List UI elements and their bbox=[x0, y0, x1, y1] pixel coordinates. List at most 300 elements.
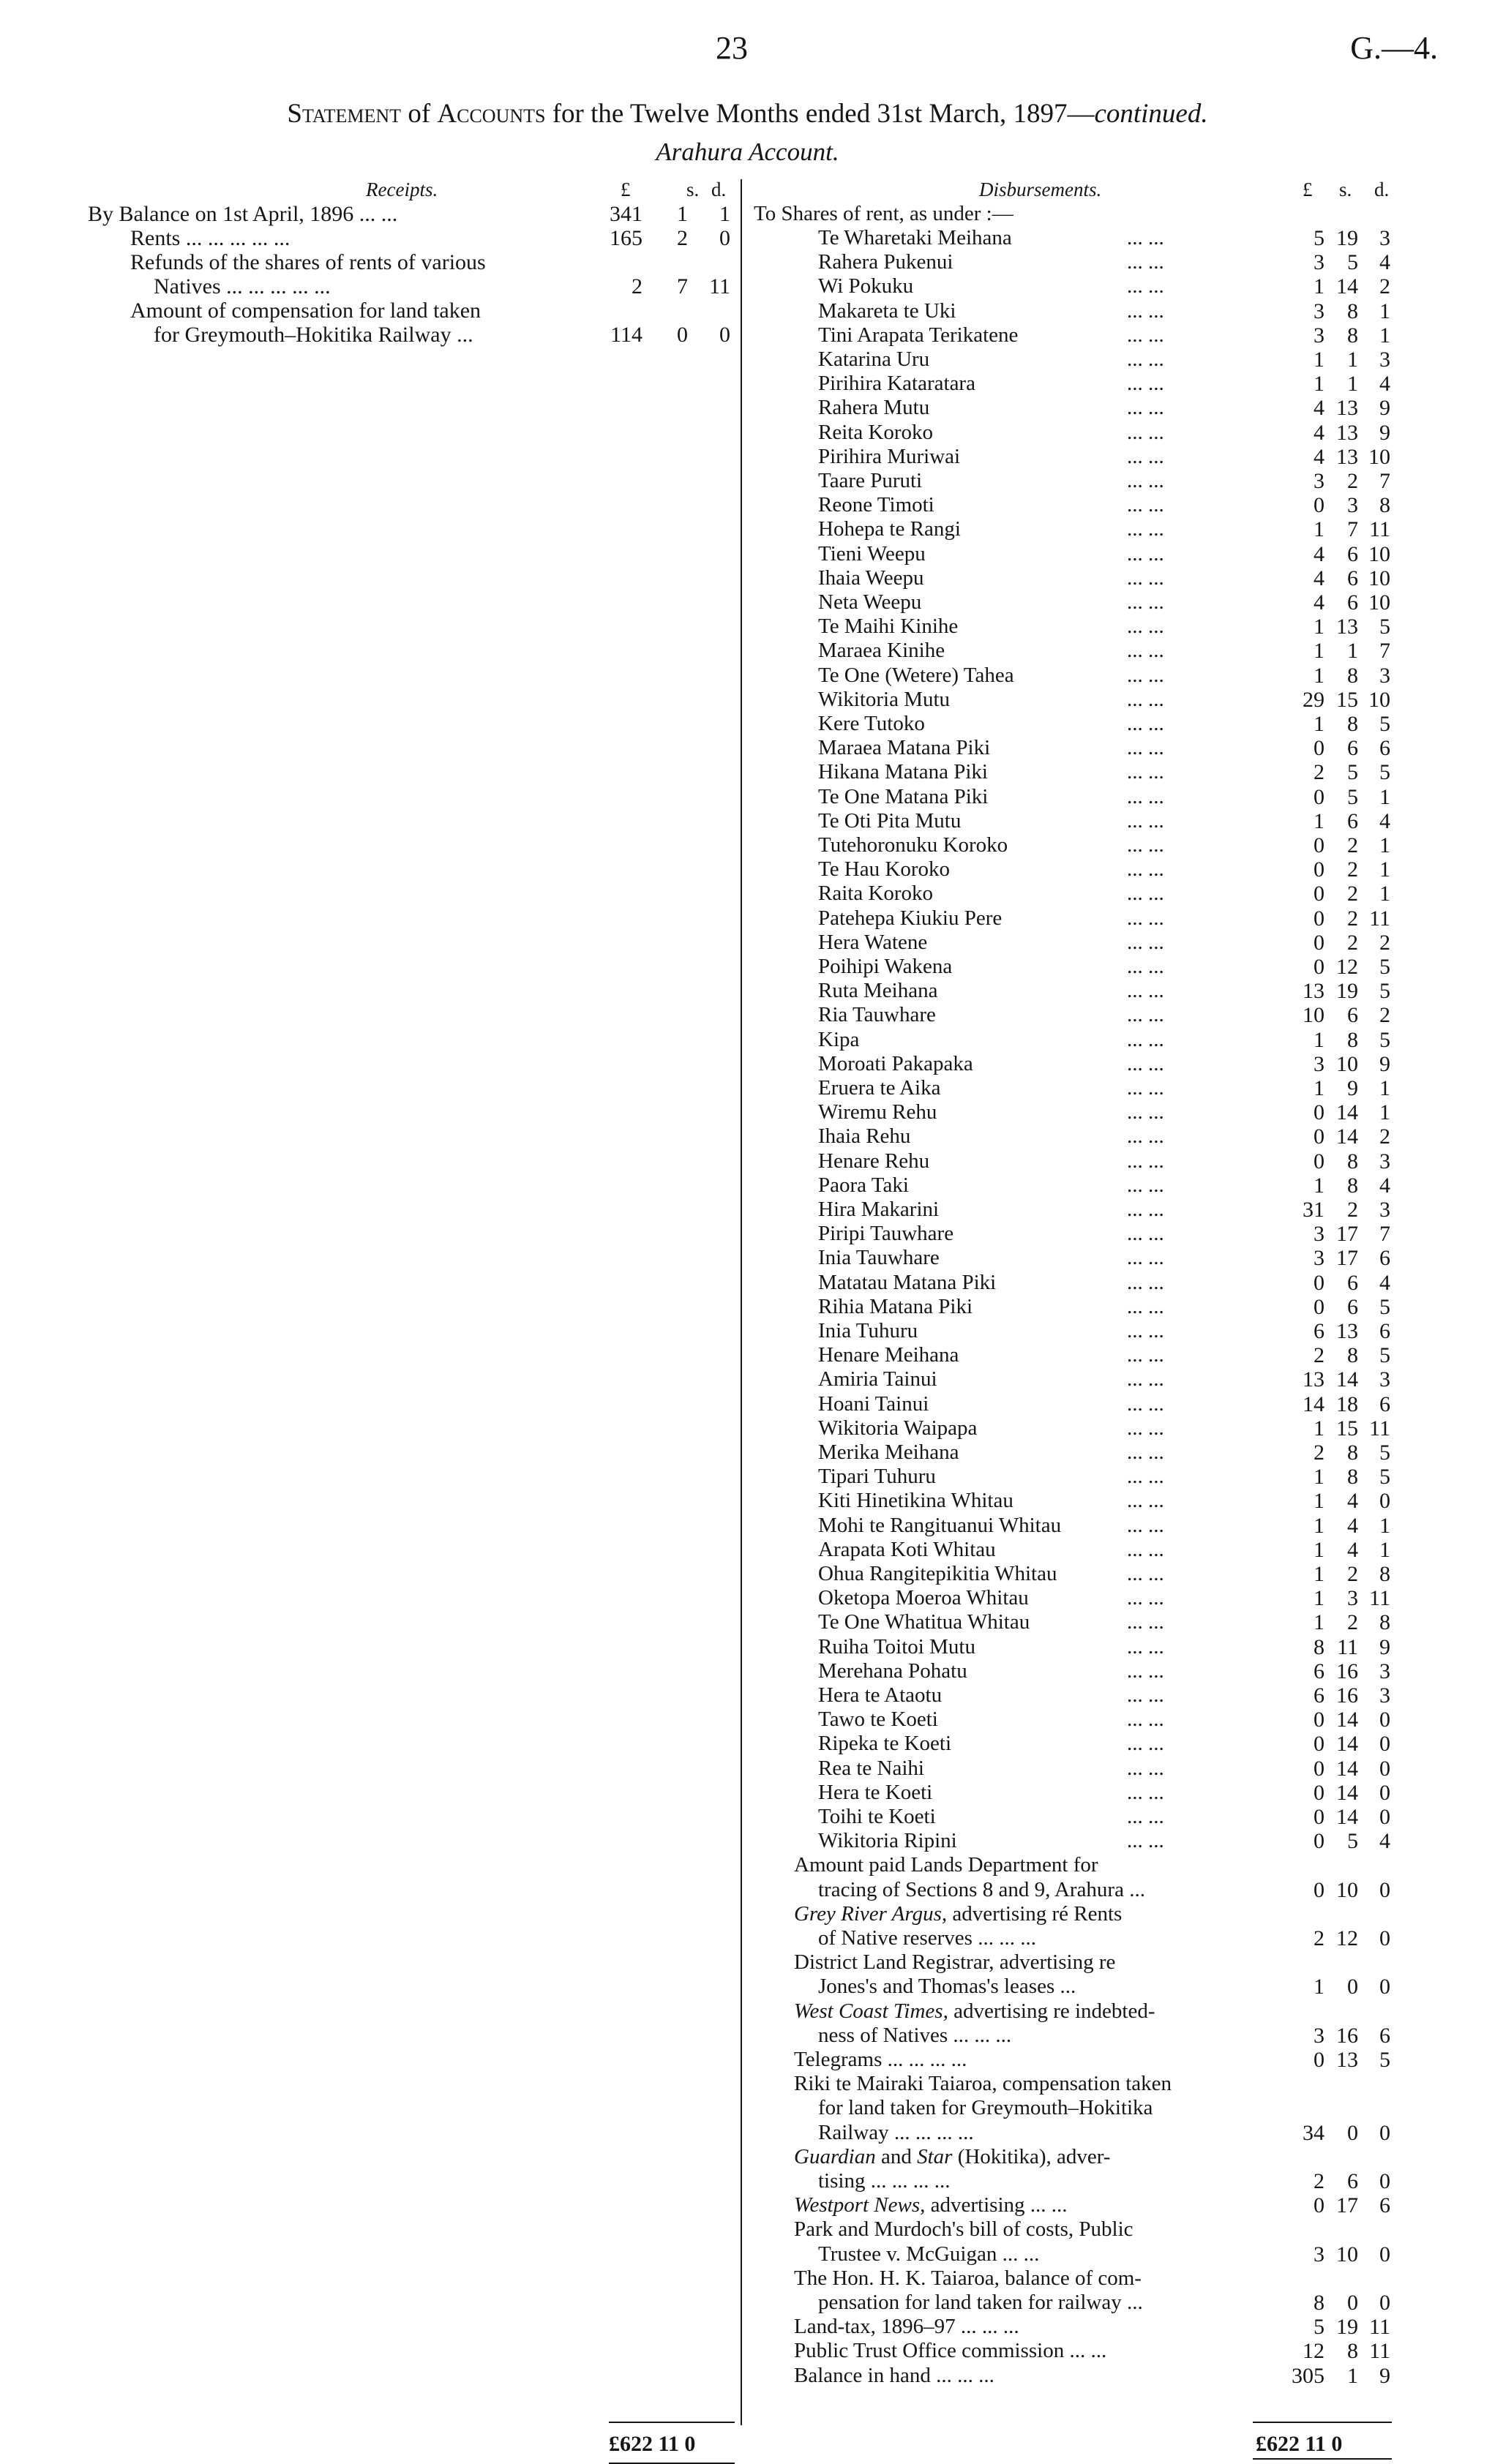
disbursement-amount-pounds: 1 bbox=[1314, 1465, 1324, 1489]
share-recipient-name: Te One Matana Piki bbox=[818, 785, 989, 808]
leader-dots: ... ... bbox=[1127, 1149, 1164, 1173]
disbursement-amount-shillings: 18 bbox=[1336, 1392, 1358, 1416]
leader-dots: ... ... bbox=[1127, 1514, 1164, 1537]
disbursement-amount-pence: 1 bbox=[1379, 299, 1390, 323]
share-recipient-name: Eruera te Aika bbox=[818, 1076, 941, 1100]
disbursement-amount-pence: 7 bbox=[1379, 639, 1390, 663]
leader-dots: ... ... bbox=[1127, 1635, 1164, 1659]
disbursement-amount-pounds: 5 bbox=[1314, 2315, 1324, 2339]
leader-dots: ... ... bbox=[1127, 1805, 1164, 1828]
disbursement-amount-shillings: 2 bbox=[1347, 931, 1358, 955]
disbursement-amount-pence: 1 bbox=[1379, 1538, 1390, 1562]
disbursement-amount-pounds: 2 bbox=[1314, 760, 1324, 784]
disbursement-amount-pence: 0 bbox=[1379, 1926, 1390, 1950]
disbursement-amount-shillings: 8 bbox=[1347, 323, 1358, 348]
receipt-amount-pence: 0 bbox=[719, 323, 730, 347]
disbursement-amount-shillings: 5 bbox=[1347, 760, 1358, 784]
share-recipient-name: Hoani Tainui bbox=[818, 1392, 929, 1416]
disbursement-amount-shillings: 10 bbox=[1336, 1052, 1358, 1076]
leader-dots: ... ... bbox=[1127, 615, 1164, 638]
disbursement-amount-pounds: 0 bbox=[1314, 736, 1324, 760]
disbursement-amount-pounds: 3 bbox=[1314, 469, 1324, 493]
disbursement-amount-shillings: 2 bbox=[1347, 906, 1358, 931]
disbursement-amount-pounds: 0 bbox=[1314, 955, 1324, 979]
disbursement-amount-pence: 1 bbox=[1379, 323, 1390, 348]
share-recipient-name: Reita Koroko bbox=[818, 421, 934, 444]
disbursement-amount-pence: 7 bbox=[1379, 1222, 1390, 1246]
leader-dots: ... ... bbox=[1127, 979, 1164, 1002]
disbursement-item-line: Amount paid Lands Department for bbox=[794, 1853, 1098, 1877]
share-recipient-name: Ruiha Toitoi Mutu bbox=[818, 1635, 975, 1659]
leader-dots: ... ... bbox=[1127, 1659, 1164, 1683]
disbursement-amount-pence: 10 bbox=[1368, 542, 1390, 566]
disbursement-amount-pounds: 1 bbox=[1314, 1538, 1324, 1562]
disbursement-amount-pence: 2 bbox=[1379, 1003, 1390, 1027]
receipt-amount-pounds: 114 bbox=[610, 323, 642, 347]
disbursement-amount-pounds: 12 bbox=[1303, 2339, 1324, 2363]
share-recipient-name: Raita Koroko bbox=[818, 882, 934, 905]
disbursement-item-line: Riki te Mairaki Taiaroa, compensation taken bbox=[794, 2072, 1172, 2095]
disbursement-amount-pence: 0 bbox=[1379, 1708, 1390, 1732]
leader-dots: ... ... bbox=[1127, 348, 1164, 371]
disbursement-amount-pence: 5 bbox=[1379, 955, 1390, 979]
share-recipient-name: Hira Makarini bbox=[818, 1198, 940, 1221]
disbursement-amount-pounds: 8 bbox=[1314, 2291, 1324, 2315]
disbursement-amount-pounds: 4 bbox=[1314, 421, 1324, 445]
disbursement-amount-pounds: 0 bbox=[1314, 1100, 1324, 1124]
disbursement-amount-shillings: 6 bbox=[1347, 566, 1358, 590]
share-recipient-name: Ria Tauwhare bbox=[818, 1003, 936, 1026]
disbursement-amount-pence: 3 bbox=[1379, 1149, 1390, 1173]
disbursement-amount-pence: 11 bbox=[1369, 1586, 1390, 1610]
disbursement-amount-pounds: 1 bbox=[1314, 1028, 1324, 1052]
disbursement-amount-pence: 5 bbox=[1379, 712, 1390, 736]
leader-dots: ... ... bbox=[1127, 445, 1164, 468]
disbursement-amount-shillings: 8 bbox=[1347, 664, 1358, 688]
share-recipient-name: Wi Pokuku bbox=[818, 274, 914, 298]
share-recipient-name: Te One (Wetere) Tahea bbox=[818, 664, 1014, 687]
share-recipient-name: Katarina Uru bbox=[818, 348, 930, 371]
disbursement-amount-pence: 0 bbox=[1379, 2291, 1390, 2315]
disbursement-amount-shillings: 14 bbox=[1336, 1124, 1358, 1149]
disbursement-item-line: Land-tax, 1896–97 ... ... ... bbox=[794, 2315, 1019, 2338]
disbursement-item-continuation: Railway ... ... ... ... bbox=[818, 2121, 974, 2144]
disbursement-amount-pounds: 1 bbox=[1314, 712, 1324, 736]
disbursement-amount-shillings: 8 bbox=[1347, 1465, 1358, 1489]
disbursement-amount-shillings: 1 bbox=[1347, 639, 1358, 663]
disbursement-item-line: The Hon. H. K. Taiaroa, balance of com- bbox=[794, 2266, 1142, 2290]
receipt-amount-pence: 0 bbox=[719, 226, 730, 250]
leader-dots: ... ... bbox=[1127, 1124, 1164, 1148]
share-recipient-name: Henare Meihana bbox=[818, 1343, 959, 1367]
disbursement-amount-pounds: 3 bbox=[1314, 1246, 1324, 1270]
disbursement-amount-shillings: 3 bbox=[1347, 1586, 1358, 1610]
leader-dots: ... ... bbox=[1127, 639, 1164, 662]
disbursement-amount-shillings: 4 bbox=[1347, 1489, 1358, 1513]
disbursement-amount-pounds: 3 bbox=[1314, 323, 1324, 348]
disbursement-amount-pounds: 0 bbox=[1314, 785, 1324, 809]
disbursement-item-continuation: of Native reserves ... ... ... bbox=[818, 1926, 1036, 1950]
leader-dots: ... ... bbox=[1127, 1052, 1164, 1075]
disbursement-amount-pence: 4 bbox=[1379, 372, 1390, 396]
leader-dots: ... ... bbox=[1127, 1271, 1164, 1294]
share-recipient-name: Ruta Meihana bbox=[818, 979, 938, 1002]
share-recipient-name: Hera Watene bbox=[818, 931, 928, 954]
share-recipient-name: Neta Weepu bbox=[818, 590, 922, 614]
disbursement-amount-pence: 5 bbox=[1379, 1295, 1390, 1319]
share-recipient-name: Reone Timoti bbox=[818, 493, 934, 517]
disbursement-amount-shillings: 0 bbox=[1347, 2121, 1358, 2145]
disbursement-amount-pence: 8 bbox=[1379, 1610, 1390, 1634]
leader-dots: ... ... bbox=[1127, 1610, 1164, 1634]
disbursement-amount-pounds: 305 bbox=[1292, 2364, 1324, 2388]
disbursement-amount-pounds: 1 bbox=[1314, 1975, 1324, 1999]
disbursement-amount-pence: 8 bbox=[1379, 493, 1390, 517]
leader-dots: ... ... bbox=[1127, 1100, 1164, 1124]
receipts-currency-pence: d. bbox=[711, 179, 727, 200]
disbursement-amount-shillings: 9 bbox=[1347, 1076, 1358, 1100]
leader-dots: ... ... bbox=[1127, 1076, 1164, 1100]
disbursement-amount-pounds: 4 bbox=[1314, 590, 1324, 615]
disbursement-amount-pence: 11 bbox=[1369, 2315, 1390, 2339]
leader-dots: ... ... bbox=[1127, 931, 1164, 954]
leader-dots: ... ... bbox=[1127, 664, 1164, 687]
disbursement-amount-shillings: 6 bbox=[1347, 1003, 1358, 1027]
receipt-line-text: Rents ... ... ... ... ... bbox=[130, 226, 291, 250]
disbursement-item-line: West Coast Times, advertising re indebted- bbox=[794, 1999, 1155, 2023]
share-recipient-name: Te Maihi Kinihe bbox=[818, 615, 959, 638]
leader-dots: ... ... bbox=[1127, 1246, 1164, 1269]
disbursement-amount-pounds: 10 bbox=[1303, 1003, 1324, 1027]
disbursement-amount-pence: 2 bbox=[1379, 931, 1390, 955]
disbursement-amount-pence: 3 bbox=[1379, 1198, 1390, 1222]
receipts-heading: Receipts. bbox=[366, 179, 438, 200]
disbursement-amount-shillings: 14 bbox=[1336, 1367, 1358, 1391]
disbursement-amount-pence: 3 bbox=[1379, 664, 1390, 688]
leader-dots: ... ... bbox=[1127, 323, 1164, 347]
share-recipient-name: Arapata Koti Whitau bbox=[818, 1538, 996, 1561]
disbursement-amount-pounds: 4 bbox=[1314, 396, 1324, 420]
receipt-amount-pounds: 165 bbox=[610, 226, 642, 250]
disbursement-amount-shillings: 2 bbox=[1347, 833, 1358, 857]
share-recipient-name: Tini Arapata Terikatene bbox=[818, 323, 1019, 347]
receipts-currency-shilling: s. bbox=[686, 179, 700, 200]
disbursement-amount-pounds: 0 bbox=[1314, 2193, 1324, 2217]
share-recipient-name: Merika Meihana bbox=[818, 1441, 959, 1464]
disbursement-amount-shillings: 10 bbox=[1336, 2242, 1358, 2266]
disbursement-amount-pounds: 1 bbox=[1314, 348, 1324, 372]
disbursement-amount-shillings: 6 bbox=[1347, 590, 1358, 615]
disbursement-amount-shillings: 19 bbox=[1336, 226, 1358, 250]
disbursements-currency-shilling: s. bbox=[1339, 179, 1352, 200]
share-recipient-name: Maraea Matana Piki bbox=[818, 736, 991, 759]
disbursement-amount-pounds: 1 bbox=[1314, 1076, 1324, 1100]
disbursement-item-continuation: for land taken for Greymouth–Hokitika bbox=[818, 2096, 1153, 2119]
disbursement-amount-pence: 1 bbox=[1379, 1100, 1390, 1124]
disbursement-amount-pence: 0 bbox=[1379, 1732, 1390, 1756]
disbursement-amount-pence: 0 bbox=[1379, 1757, 1390, 1781]
disbursement-amount-pence: 9 bbox=[1379, 396, 1390, 420]
share-recipient-name: Ohua Rangitepikitia Whitau bbox=[818, 1562, 1057, 1585]
disbursement-amount-pounds: 0 bbox=[1314, 882, 1324, 906]
share-recipient-name: Ihaia Rehu bbox=[818, 1124, 911, 1148]
leader-dots: ... ... bbox=[1127, 955, 1164, 978]
disbursement-amount-shillings: 8 bbox=[1347, 2339, 1358, 2363]
share-recipient-name: Ripeka te Koeti bbox=[818, 1732, 952, 1755]
receipt-amount-pounds: 341 bbox=[610, 202, 642, 226]
disbursement-amount-pence: 1 bbox=[1379, 785, 1390, 809]
leader-dots: ... ... bbox=[1127, 1781, 1164, 1804]
share-recipient-name: Hera te Ataotu bbox=[818, 1683, 943, 1707]
disbursement-amount-shillings: 0 bbox=[1347, 2291, 1358, 2315]
disbursement-amount-pounds: 31 bbox=[1303, 1198, 1324, 1222]
disbursement-amount-pence: 1 bbox=[1379, 1514, 1390, 1538]
disbursement-amount-pence: 4 bbox=[1379, 1829, 1390, 1853]
share-recipient-name: Piripi Tauwhare bbox=[818, 1222, 954, 1245]
leader-dots: ... ... bbox=[1127, 250, 1164, 274]
leader-dots: ... ... bbox=[1127, 1416, 1164, 1440]
disbursement-amount-shillings: 14 bbox=[1336, 1781, 1358, 1805]
receipt-amount-shillings: 1 bbox=[677, 202, 688, 226]
leader-dots: ... ... bbox=[1127, 1562, 1164, 1585]
disbursement-item-line: Park and Murdoch's bill of costs, Public bbox=[794, 2217, 1134, 2241]
disbursement-amount-pence: 6 bbox=[1379, 1392, 1390, 1416]
leader-dots: ... ... bbox=[1127, 736, 1164, 759]
disbursement-amount-pence: 0 bbox=[1379, 2169, 1390, 2193]
disbursement-amount-pounds: 2 bbox=[1314, 1441, 1324, 1465]
leader-dots: ... ... bbox=[1127, 542, 1164, 566]
share-recipient-name: Te Hau Koroko bbox=[818, 857, 950, 881]
share-recipient-name: Henare Rehu bbox=[818, 1149, 930, 1173]
disbursement-amount-pounds: 0 bbox=[1314, 1805, 1324, 1829]
disbursement-amount-pounds: 1 bbox=[1314, 274, 1324, 298]
share-recipient-name: Inia Tauwhare bbox=[818, 1246, 940, 1269]
disbursement-amount-shillings: 6 bbox=[1347, 736, 1358, 760]
share-recipient-name: Wikitoria Ripini bbox=[818, 1829, 957, 1852]
disbursement-amount-shillings: 13 bbox=[1336, 1319, 1358, 1343]
disbursement-amount-pence: 0 bbox=[1379, 1489, 1390, 1513]
disbursement-amount-pence: 9 bbox=[1379, 1052, 1390, 1076]
disbursement-amount-shillings: 13 bbox=[1336, 445, 1358, 469]
disbursement-amount-pence: 8 bbox=[1379, 1562, 1390, 1586]
disbursement-amount-pounds: 2 bbox=[1314, 2169, 1324, 2193]
disbursement-amount-pence: 6 bbox=[1379, 2193, 1390, 2217]
share-recipient-name: Hohepa te Rangi bbox=[818, 517, 961, 541]
share-recipient-name: Paora Taki bbox=[818, 1173, 909, 1197]
disbursement-amount-pence: 5 bbox=[1379, 1343, 1390, 1367]
leader-dots: ... ... bbox=[1127, 1489, 1164, 1512]
disbursement-item-line: District Land Registrar, advertising re bbox=[794, 1950, 1116, 1974]
disbursement-amount-pence: 4 bbox=[1379, 1173, 1390, 1198]
share-recipient-name: Tipari Tuhuru bbox=[818, 1465, 936, 1488]
disbursement-amount-pounds: 0 bbox=[1314, 1295, 1324, 1319]
disbursement-item-line: Westport News, advertising ... ... bbox=[794, 2193, 1068, 2217]
disbursement-amount-shillings: 11 bbox=[1337, 1635, 1358, 1659]
share-recipient-name: Tawo te Koeti bbox=[818, 1708, 938, 1731]
share-recipient-name: Mohi te Rangituanui Whitau bbox=[818, 1514, 1062, 1537]
share-recipient-name: Patehepa Kiukiu Pere bbox=[818, 906, 1003, 930]
leader-dots: ... ... bbox=[1127, 1465, 1164, 1488]
disbursement-item-line: Grey River Argus, advertising ré Rents bbox=[794, 1902, 1123, 1926]
share-recipient-name: Moroati Pakapaka bbox=[818, 1052, 973, 1075]
disbursement-amount-pounds: 0 bbox=[1314, 906, 1324, 931]
disbursement-amount-shillings: 4 bbox=[1347, 1514, 1358, 1538]
disbursement-amount-shillings: 16 bbox=[1336, 1683, 1358, 1708]
leader-dots: ... ... bbox=[1127, 1708, 1164, 1731]
disbursement-amount-pounds: 1 bbox=[1314, 1489, 1324, 1513]
disbursement-amount-shillings: 16 bbox=[1336, 1659, 1358, 1683]
receipt-line-text: Refunds of the shares of rents of various bbox=[130, 250, 486, 274]
disbursement-amount-pence: 10 bbox=[1368, 590, 1390, 615]
share-recipient-name: Pirihira Muriwai bbox=[818, 445, 961, 468]
disbursement-amount-shillings: 4 bbox=[1347, 1538, 1358, 1562]
leader-dots: ... ... bbox=[1127, 833, 1164, 857]
leader-dots: ... ... bbox=[1127, 299, 1164, 323]
disbursement-amount-pounds: 1 bbox=[1314, 1514, 1324, 1538]
disbursement-item-continuation: pensation for land taken for railway ... bbox=[818, 2291, 1143, 2314]
disbursement-amount-pounds: 14 bbox=[1303, 1392, 1324, 1416]
disbursement-amount-pounds: 3 bbox=[1314, 299, 1324, 323]
disbursement-amount-pounds: 13 bbox=[1303, 979, 1324, 1003]
disbursement-amount-pounds: 1 bbox=[1314, 639, 1324, 663]
disbursement-amount-pounds: 1 bbox=[1314, 1173, 1324, 1198]
disbursement-amount-pounds: 4 bbox=[1314, 566, 1324, 590]
leader-dots: ... ... bbox=[1127, 493, 1164, 517]
disbursement-amount-pounds: 0 bbox=[1314, 931, 1324, 955]
share-recipient-name: Rahera Pukenui bbox=[818, 250, 953, 274]
disbursement-amount-pence: 0 bbox=[1379, 2121, 1390, 2145]
leader-dots: ... ... bbox=[1127, 566, 1164, 590]
disbursement-amount-pence: 3 bbox=[1379, 348, 1390, 372]
receipts-currency-pound: £ bbox=[621, 179, 631, 200]
disbursement-amount-shillings: 2 bbox=[1347, 469, 1358, 493]
disbursement-amount-pounds: 29 bbox=[1303, 688, 1324, 712]
receipt-amount-pounds: 2 bbox=[632, 274, 642, 298]
disbursement-amount-pounds: 2 bbox=[1314, 1343, 1324, 1367]
receipts-total: £622 11 0 bbox=[609, 2432, 696, 2456]
disbursement-amount-pounds: 3 bbox=[1314, 2242, 1324, 2266]
disbursement-amount-shillings: 10 bbox=[1336, 1878, 1358, 1902]
receipt-amount-pence: 11 bbox=[709, 274, 730, 298]
leader-dots: ... ... bbox=[1127, 1683, 1164, 1707]
disbursement-amount-shillings: 14 bbox=[1336, 274, 1358, 298]
disbursement-amount-shillings: 1 bbox=[1347, 348, 1358, 372]
disbursement-amount-pence: 10 bbox=[1368, 566, 1390, 590]
share-recipient-name: Oketopa Moeroa Whitau bbox=[818, 1586, 1029, 1610]
disbursement-amount-shillings: 13 bbox=[1336, 2048, 1358, 2072]
disbursements-total-underline bbox=[1253, 2458, 1392, 2460]
disbursement-amount-shillings: 2 bbox=[1347, 1562, 1358, 1586]
disbursement-amount-pounds: 0 bbox=[1314, 1829, 1324, 1853]
disbursement-amount-shillings: 6 bbox=[1347, 1295, 1358, 1319]
disbursement-amount-pence: 5 bbox=[1379, 2048, 1390, 2072]
receipt-amount-shillings: 0 bbox=[677, 323, 688, 347]
disbursement-amount-shillings: 8 bbox=[1347, 712, 1358, 736]
leader-dots: ... ... bbox=[1127, 517, 1164, 541]
disbursement-amount-pence: 5 bbox=[1379, 1028, 1390, 1052]
disbursement-amount-shillings: 12 bbox=[1336, 1926, 1358, 1950]
share-recipient-name: Merehana Pohatu bbox=[818, 1659, 967, 1683]
disbursement-amount-shillings: 2 bbox=[1347, 857, 1358, 882]
disbursement-amount-shillings: 6 bbox=[1347, 2169, 1358, 2193]
disbursement-amount-pence: 3 bbox=[1379, 1659, 1390, 1683]
share-recipient-name: Wikitoria Mutu bbox=[818, 688, 951, 711]
share-recipient-name: Tutehoronuku Koroko bbox=[818, 833, 1008, 857]
disbursement-amount-shillings: 13 bbox=[1336, 421, 1358, 445]
disbursement-amount-pounds: 34 bbox=[1303, 2121, 1324, 2145]
disbursement-amount-pence: 9 bbox=[1379, 421, 1390, 445]
disbursement-amount-shillings: 17 bbox=[1336, 2193, 1358, 2217]
disbursement-amount-pounds: 4 bbox=[1314, 542, 1324, 566]
share-recipient-name: Pirihira Kataratara bbox=[818, 372, 975, 395]
statement-title: Statement of Accounts for the Twelve Months ended 31st March, 1897—continued. bbox=[287, 99, 1208, 129]
disbursement-amount-pounds: 0 bbox=[1314, 1878, 1324, 1902]
share-recipient-name: Kipa bbox=[818, 1028, 860, 1051]
disbursement-amount-pence: 9 bbox=[1379, 2364, 1390, 2388]
share-recipient-name: Poihipi Wakena bbox=[818, 955, 953, 978]
disbursement-amount-pounds: 2 bbox=[1314, 1926, 1324, 1950]
disbursement-amount-pounds: 0 bbox=[1314, 1149, 1324, 1173]
leader-dots: ... ... bbox=[1127, 274, 1164, 298]
disbursement-amount-pounds: 1 bbox=[1314, 615, 1324, 639]
leader-dots: ... ... bbox=[1127, 1538, 1164, 1561]
leader-dots: ... ... bbox=[1127, 1028, 1164, 1051]
receipt-line-text: Natives ... ... ... ... ... bbox=[154, 274, 331, 298]
disbursement-amount-pounds: 13 bbox=[1303, 1367, 1324, 1391]
leader-dots: ... ... bbox=[1127, 857, 1164, 881]
share-recipient-name: Te Oti Pita Mutu bbox=[818, 809, 962, 833]
disbursement-amount-pounds: 3 bbox=[1314, 1052, 1324, 1076]
leader-dots: ... ... bbox=[1127, 809, 1164, 833]
receipt-line-text: for Greymouth–Hokitika Railway ... bbox=[154, 323, 473, 347]
leader-dots: ... ... bbox=[1127, 1757, 1164, 1780]
share-recipient-name: Toihi te Koeti bbox=[818, 1805, 936, 1828]
disbursement-amount-pence: 2 bbox=[1379, 274, 1390, 298]
leader-dots: ... ... bbox=[1127, 760, 1164, 784]
leader-dots: ... ... bbox=[1127, 421, 1164, 444]
disbursement-amount-shillings: 2 bbox=[1347, 1198, 1358, 1222]
disbursement-amount-pence: 1 bbox=[1379, 833, 1390, 857]
disbursements-currency-pound: £ bbox=[1303, 179, 1313, 200]
disbursement-amount-shillings: 15 bbox=[1336, 1416, 1358, 1441]
disbursement-amount-pounds: 1 bbox=[1314, 1586, 1324, 1610]
disbursement-amount-shillings: 13 bbox=[1336, 396, 1358, 420]
disbursement-amount-pence: 11 bbox=[1369, 1416, 1390, 1441]
disbursement-amount-pounds: 0 bbox=[1314, 1732, 1324, 1756]
disbursement-amount-pounds: 0 bbox=[1314, 1124, 1324, 1149]
document-reference: G.—4. bbox=[1350, 30, 1438, 66]
leader-dots: ... ... bbox=[1127, 226, 1164, 249]
disbursement-amount-pence: 0 bbox=[1379, 2242, 1390, 2266]
disbursement-amount-pounds: 0 bbox=[1314, 1757, 1324, 1781]
disbursement-amount-pence: 4 bbox=[1379, 809, 1390, 833]
disbursement-amount-shillings: 17 bbox=[1336, 1246, 1358, 1270]
leader-dots: ... ... bbox=[1127, 1222, 1164, 1245]
column-divider bbox=[741, 179, 742, 2425]
disbursement-amount-pence: 11 bbox=[1369, 2339, 1390, 2363]
disbursement-amount-pounds: 5 bbox=[1314, 226, 1324, 250]
disbursement-amount-pounds: 0 bbox=[1314, 1781, 1324, 1805]
disbursement-amount-pence: 5 bbox=[1379, 615, 1390, 639]
disbursement-amount-pence: 1 bbox=[1379, 857, 1390, 882]
disbursement-amount-shillings: 3 bbox=[1347, 493, 1358, 517]
disbursement-amount-pounds: 1 bbox=[1314, 1416, 1324, 1441]
leader-dots: ... ... bbox=[1127, 372, 1164, 395]
share-recipient-name: Hikana Matana Piki bbox=[818, 760, 988, 784]
share-recipient-name: Rahera Mutu bbox=[818, 396, 930, 419]
leader-dots: ... ... bbox=[1127, 1173, 1164, 1197]
disbursement-item-line: Guardian and Star (Hokitika), adver- bbox=[794, 2145, 1111, 2168]
